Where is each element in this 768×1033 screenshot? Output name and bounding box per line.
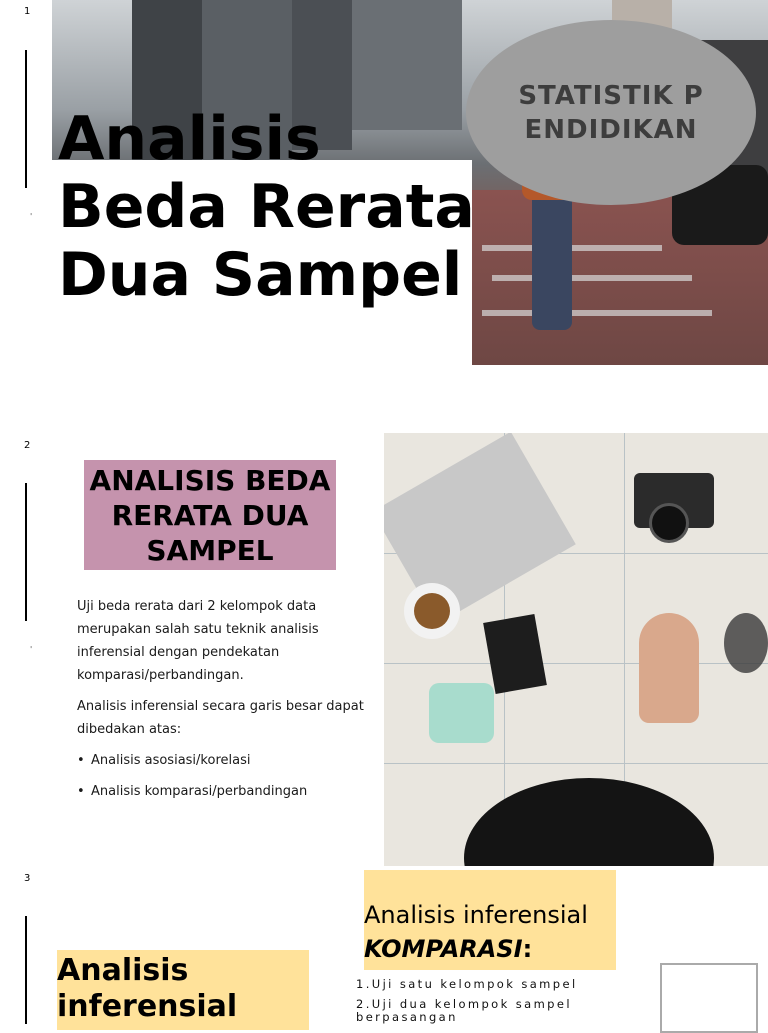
- list-item: 2.Uji dua kelompok sampel berpasangan: [356, 997, 572, 1024]
- slide-3-heading-colon: :: [522, 935, 533, 963]
- slide-1-marker-line: [25, 50, 27, 188]
- slide-2-title: ANALISIS BEDA RERATA DUA SAMPEL: [89, 463, 331, 567]
- slide-2-marker-line: [25, 483, 27, 621]
- slide-3-marker-line: [25, 916, 27, 1024]
- slide-1-dot: ': [30, 212, 33, 221]
- intro-paragraph: Uji beda rerata dari 2 kelompok data merupakan salah satu teknik analisis inferensial dengan pendekatan komparasi/perbandingan.: [77, 599, 319, 683]
- slide-number-2: 2: [24, 440, 31, 451]
- bullet-item: • Analisis asosiasi/korelasi: [91, 751, 250, 771]
- outline-frame: [660, 963, 758, 1033]
- bullet-item: • Analisis komparasi/perbandingan: [91, 782, 307, 802]
- classification-paragraph: Analisis inferensial secara garis besar dapat dibedakan atas:: [77, 699, 364, 737]
- slide-number-1: 1: [24, 6, 31, 17]
- slide-3-heading: [364, 898, 624, 966]
- slide-3-heading-italic: KOMPARASI: [364, 935, 523, 963]
- slide-1-title: Analisis Beda Rerata Dua Sampel: [58, 104, 475, 310]
- course-badge-label: STATISTIK PENDIDIKAN: [518, 80, 704, 145]
- slide-3-left-heading: Analisis inferensial: [57, 953, 238, 1024]
- travel-map-photo: [384, 433, 768, 866]
- list-item: 1.Uji satu kelompok sampel: [356, 977, 578, 991]
- slide-2-title-box: [84, 460, 336, 570]
- slide-number-3: 3: [24, 873, 31, 884]
- slide-3-heading-plain: Analisis inferensial: [364, 901, 588, 929]
- slide-2-dot: ': [30, 645, 33, 654]
- course-badge: [466, 20, 756, 205]
